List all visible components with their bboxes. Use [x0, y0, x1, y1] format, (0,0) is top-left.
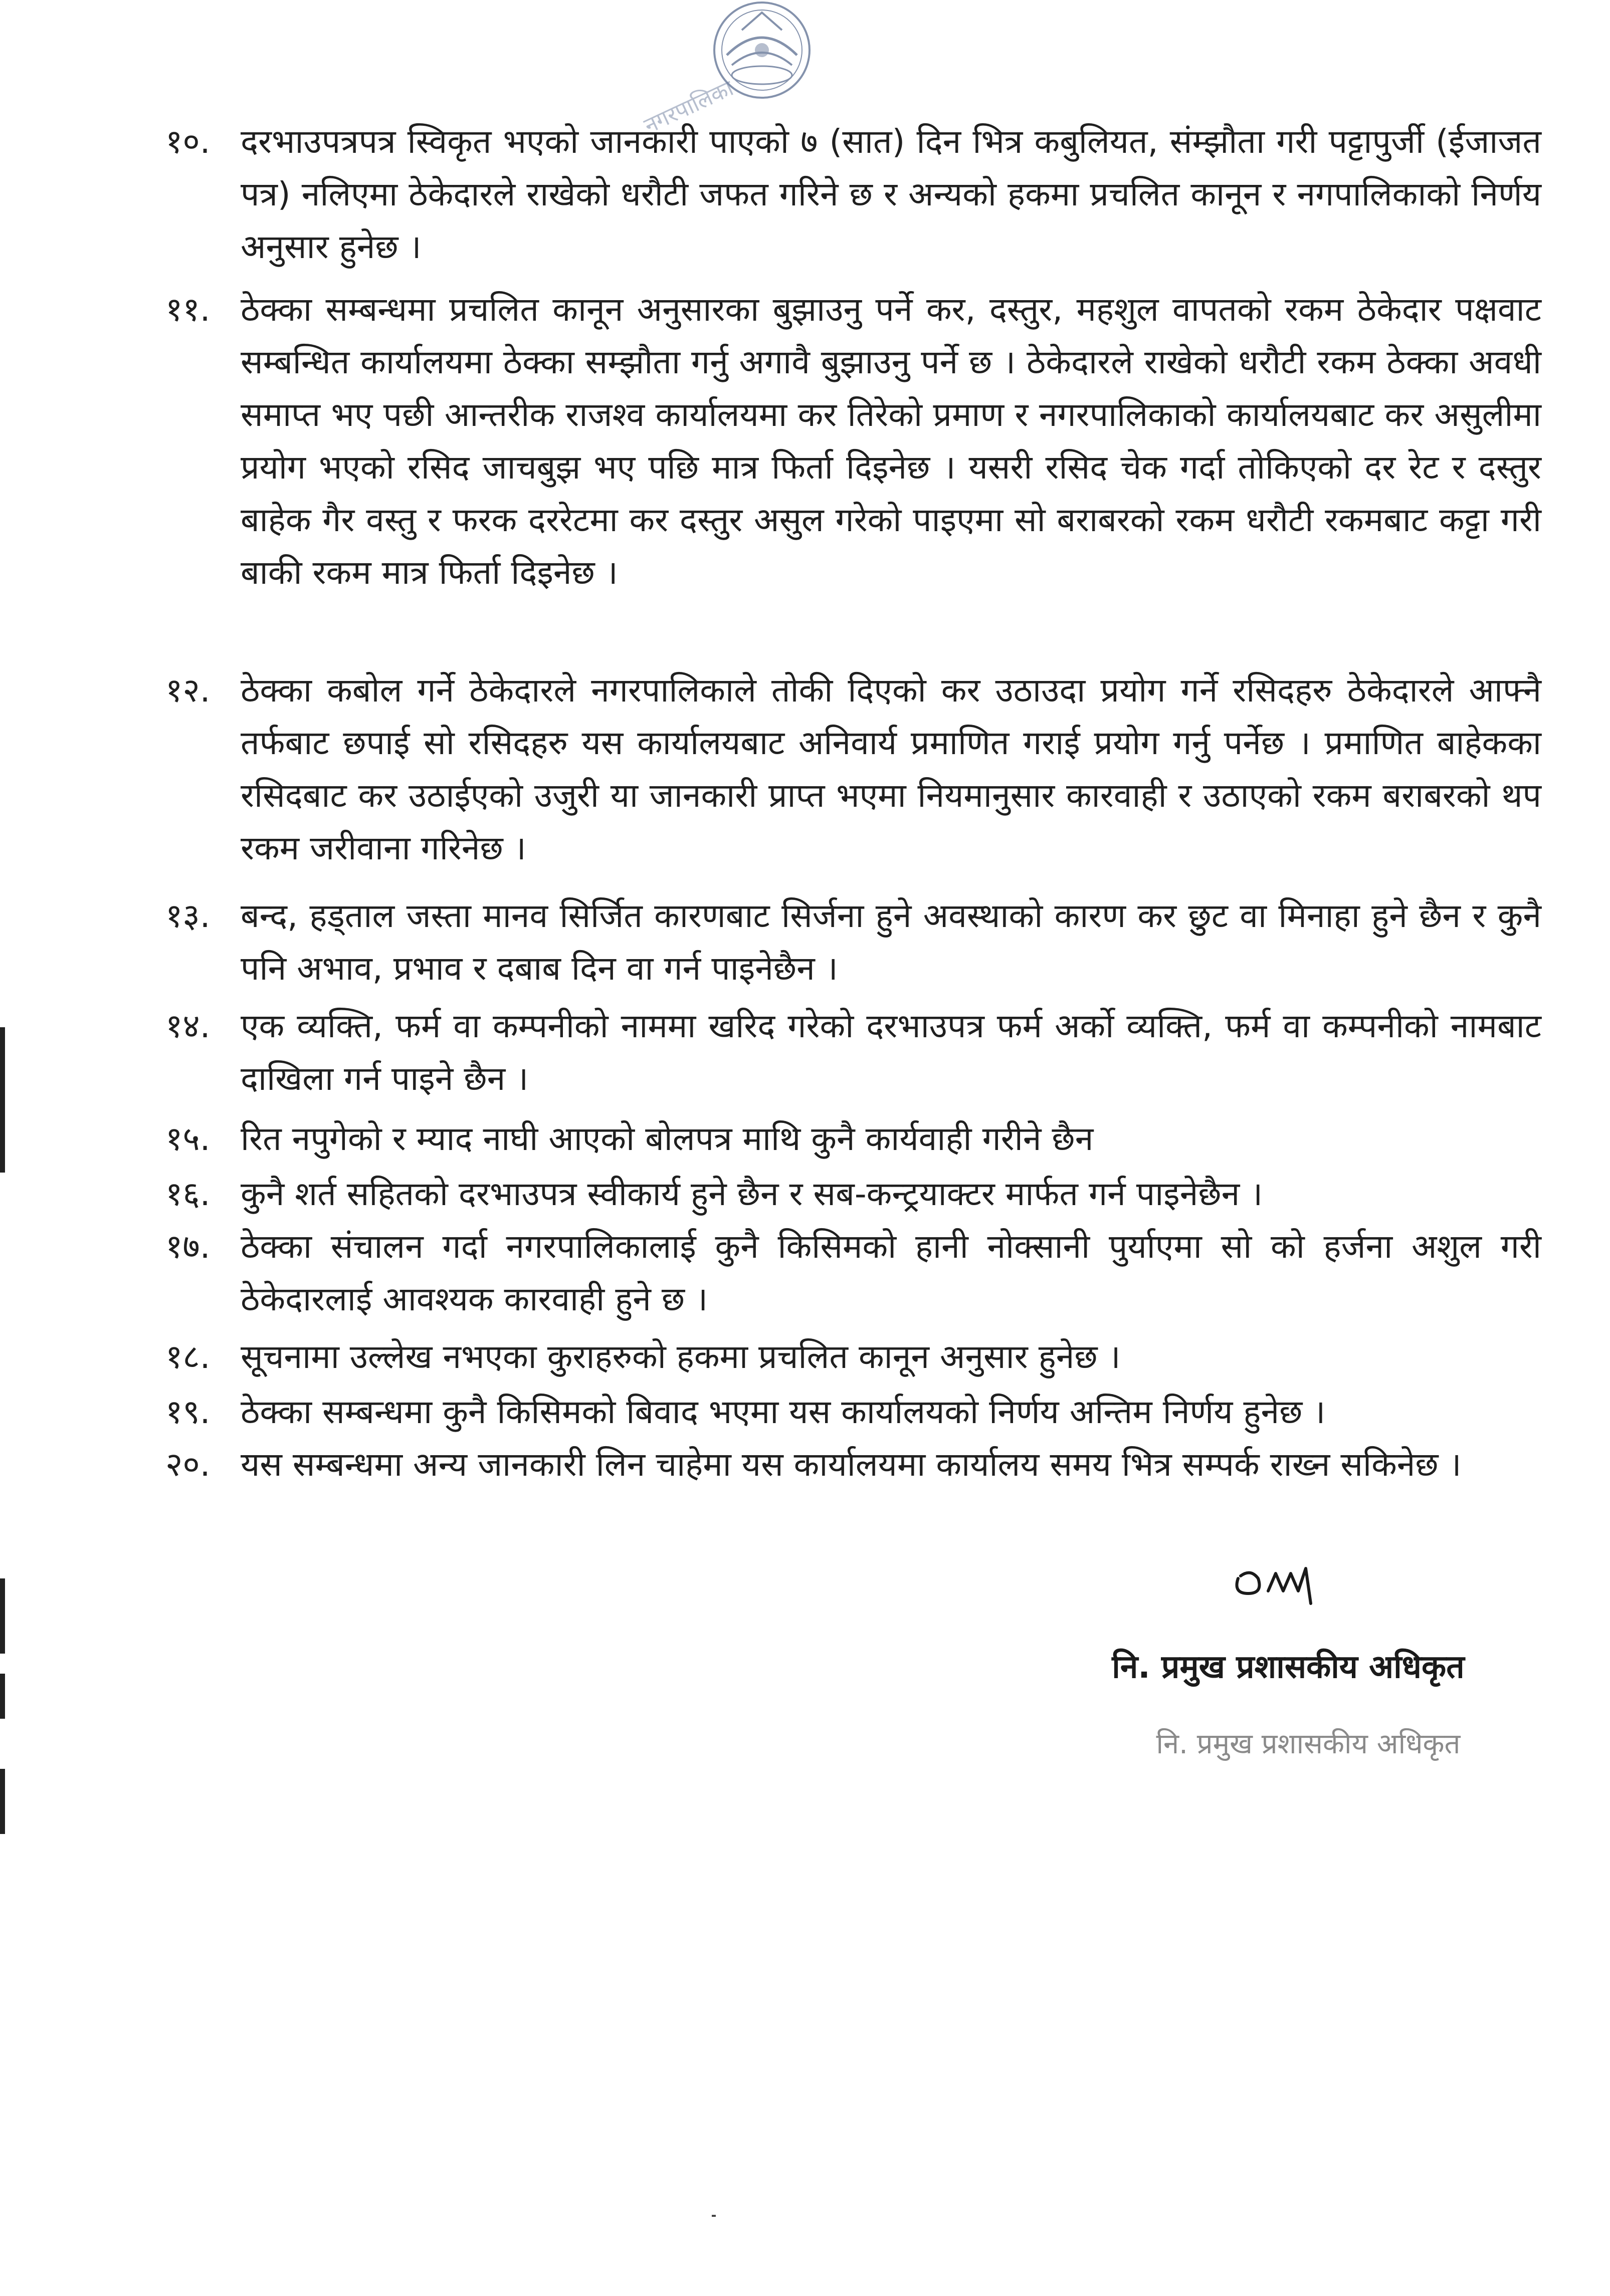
scan-edge-mark [0, 1027, 5, 1173]
clause-text: ठेक्का कबोल गर्ने ठेकेदारले नगरपालिकाले तोकी दिएको कर उठाउदा प्रयोग गर्ने रसिदहरु ठेकेदारले आफ्नै तर्फबाट छपाई सो रसिदहरु यस कार्यालयबाट अनिवार्य प्रमाणित गराई प्रयोग गर्नु पर्नेछ । प्रमाणित बाहेकका रसिदबाट कर उठाईएको उजुरी या जानकारी प्राप्त भएमा नियमानुसार कारवाही र उठाएको रकम बराबरको थप रकम जरीवाना गरिनेछ । [241, 671, 1541, 867]
clause-number: १४. [165, 1007, 211, 1045]
signatory-stamp: नि. प्रमुख प्रशासकीय अधिकृत [1156, 1728, 1461, 1760]
clause-text: ठेक्का सम्बन्धमा प्रचलित कानून अनुसारका बुझाउनु पर्ने कर, दस्तुर, महशुल वापतको रकम ठेकेदार पक्षवाट सम्बन्धित कार्यालयमा ठेक्का सम्झौता गर्नु अगावै बुझाउनु पर्ने छ । ठेकेदारले राखेको धरौटी रकम ठेक्का अवधी समाप्त भए पछी आन्तरीक राजश्व कार्यालयमा कर तिरेको प्रमाण र नगरपालिकाको कार्यालयबाट कर असुलीमा प्रयोग भएको रसिद जाचबुझ भए पछि मात्र फिर्ता दिइनेछ । यसरी रसिद चेक गर्दा तोकिएको दर रेट र दस्तुर बाहेक गैर वस्तु र फरक दररेटमा कर दस्तुर असुल गरेको पाइएमा सो बराबरको रकम धरौटी रकमबाट कट्टा गरी बाकी रकम मात्र फिर्ता दिइनेछ । [241, 290, 1541, 592]
clause-number: १६. [165, 1175, 211, 1213]
clause-text: ठेक्का सम्बन्धमा कुनै किसिमको बिवाद भएमा यस कार्यालयको निर्णय अन्तिम निर्णय हुनेछ । [241, 1393, 1326, 1431]
scan-edge-mark [0, 1578, 5, 1654]
clause-text: कुनै शर्त सहितको दरभाउपत्र स्वीकार्य हुने छैन र सब-कन्ट्रयाक्टर मार्फत गर्न पाइनेछैन । [241, 1175, 1263, 1213]
scan-edge-mark [0, 1674, 5, 1719]
clause-number: १२. [165, 671, 211, 710]
clause-number: १०. [165, 122, 211, 161]
clause-text: रित नपुगेको र म्याद नाघी आएको बोलपत्र माथि कुनै कार्यवाही गरीने छैन [241, 1119, 1094, 1158]
clause-number: १९. [165, 1393, 211, 1431]
handwritten-signature [1228, 1548, 1348, 1609]
clause-number: ११. [165, 290, 211, 329]
clause-text: यस सम्बन्धमा अन्य जानकारी लिन चाहेमा यस कार्यालयमा कार्यालय समय भित्र सम्पर्क राख्न सकिनेछ । [241, 1445, 1462, 1484]
scan-edge-mark [0, 1769, 5, 1834]
clause-number: १५. [165, 1119, 211, 1158]
clause-text: बन्द, हड्ताल जस्ता मानव सिर्जित कारणबाट सिर्जना हुने अवस्थाको कारण कर छुट वा मिनाहा हुने छैन र कुनै पनि अभाव, प्रभाव र दबाब दिन वा गर्न पाइनेछैन । [241, 896, 1541, 988]
clause-text: एक व्यक्ति, फर्म वा कम्पनीको नाममा खरिद गरेको दरभाउपत्र फर्म अर्को व्यक्ति, फर्म वा कम्पनीको नामबाट दाखिला गर्न पाइने छैन । [241, 1007, 1541, 1098]
clause-number: १३. [165, 896, 211, 935]
clause-number: १८. [165, 1337, 211, 1376]
clause-text: दरभाउपत्रपत्र स्विकृत भएको जानकारी पाएको ७ (सात) दिन भित्र कबुलियत, संम्झौता गरी पट्टापुर्जी (ईजाजत पत्र) नलिएमा ठेकेदारले राखेको धरौटी जफत गरिने छ र अन्यको हकमा प्रचलित कानून र नगपालिकाको निर्णय अनुसार हुनेछ । [241, 122, 1541, 266]
signatory-title: नि. प्रमुख प्रशासकीय अधिकृत [1112, 1649, 1465, 1686]
clause-number: १७. [165, 1227, 211, 1266]
scan-speck [712, 2215, 716, 2217]
clause-text: ठेक्का संचालन गर्दा नगरपालिकालाई कुनै किसिमको हानी नोक्सानी पुर्याएमा सो को हर्जना अशुल गरी ठेकेदारलाई आवश्यक कारवाही हुने छ । [241, 1227, 1541, 1318]
seal-text: नगरपालिका [640, 75, 738, 139]
clause-number: २०. [165, 1445, 211, 1484]
clause-text: सूचनामा उल्लेख नभएका कुराहरुको हकमा प्रचलित कानून अनुसार हुनेछ । [241, 1337, 1121, 1376]
